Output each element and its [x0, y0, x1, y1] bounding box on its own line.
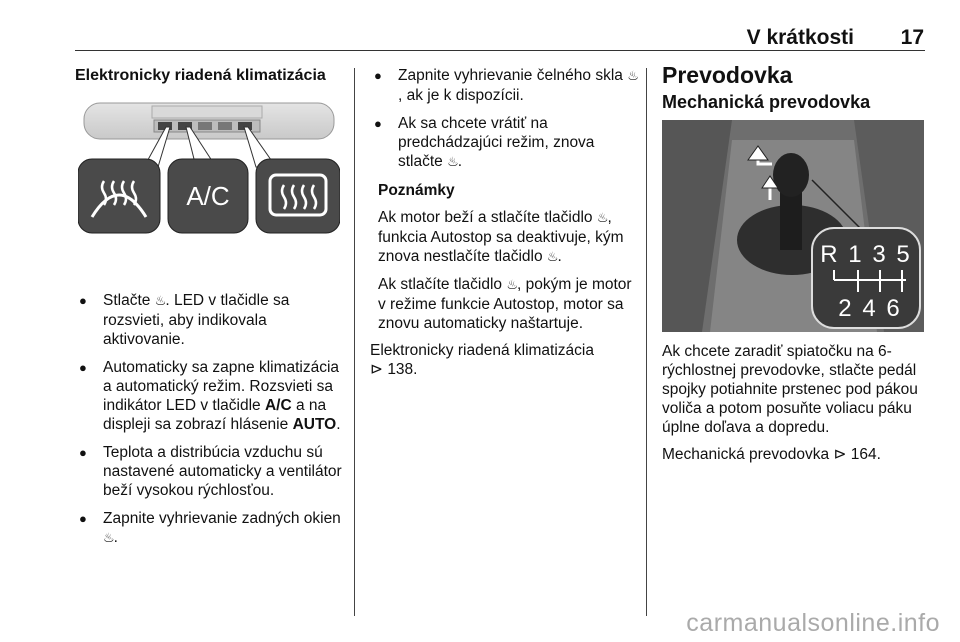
section-subtitle: Mechanická prevodovka [662, 92, 871, 112]
ac-button [168, 159, 248, 233]
page-ref-arrow-icon: ⊳ [370, 361, 383, 378]
list-item: ● Ak sa chcete vrátiť na predchádzajúci režim, znova stlačte ♨. [370, 114, 638, 172]
gear-knob [773, 153, 809, 197]
rear-defrost-icon: ♨ [506, 278, 518, 293]
list-item: ● Zapnite vyhrievanie zadných okien ♨. [75, 509, 343, 548]
rear-defrost-icon: ♨ [546, 250, 558, 265]
instruction-list [370, 66, 638, 172]
windscreen-heating-icon: ♨ [627, 69, 638, 84]
instruction-list [75, 291, 343, 548]
list-item: ● Automaticky sa zapne klimatizácia a automatický režim. Rozsvieti sa indikátor LED v tlačidle A/C a na displeji sa zobrazí hlásenie AUTO. [75, 358, 343, 434]
note-paragraph: Ak motor beží a stlačíte tlačidlo ♨, funkcia Autostop sa deaktivuje, kým znova nestlačíte tlačidlo ♨. [378, 209, 624, 265]
watermark: carmanualsonline.info [686, 609, 940, 637]
gearbox-photo [662, 120, 924, 332]
header-rule [75, 50, 925, 51]
rear-defrost-button [256, 159, 340, 233]
list-item: ● Stlačte ♨. LED v tlačidle sa rozsvieti, aby indikovala aktivovanie. [75, 291, 343, 349]
body-paragraph: Ak chcete zaradiť spiatočku na 6-rýchlostnej prevodovke, stlačte pedál spojky potiahnite prstenec pod pákou voliča a potom posuňte voliacu páku úplne doľava a dopredu. [662, 343, 918, 436]
rear-defrost-icon: ♨ [154, 294, 166, 309]
cross-reference: Elektronicky riadená klimatizácia ⊳ 138. [370, 342, 594, 378]
note-title: Poznámky [378, 182, 455, 199]
header-title: V krátkosti [746, 26, 854, 49]
column-divider-1 [354, 68, 355, 616]
page-number: 17 [900, 26, 924, 49]
list-item: ● Teplota a distribúcia vzduchu sú nastavené automaticky a ventilátor beží vysokou rýchlosťou. [75, 443, 343, 500]
middle-column [370, 66, 638, 387]
rear-defrost-icon: ♨ [447, 155, 458, 170]
climate-control-figure [78, 95, 340, 235]
rear-window-heating-icon: ♨ [103, 531, 114, 546]
windscreen-defrost-button [78, 159, 160, 233]
rear-defrost-icon: ♨ [596, 211, 608, 226]
left-column [75, 66, 343, 557]
panel-display [152, 106, 262, 118]
ac-button-label: A/C [186, 181, 230, 211]
gear-pattern-top: R 1 3 5 [820, 241, 912, 268]
section-heading: Elektronicky riadená klimatizácia [75, 67, 326, 84]
list-item: ● Zapnite vyhrievanie čelného skla ♨, ak je k dispozícii. [370, 66, 638, 105]
section-title: Prevodovka [662, 62, 793, 88]
column-divider-2 [646, 68, 647, 616]
gear-pattern-bottom: 2 4 6 [838, 295, 902, 322]
note-paragraph: Ak stlačíte tlačidlo ♨, pokým je motor v režime funkcie Autostop, motor sa znovu automaticky naštartuje. [378, 276, 632, 332]
gear-pattern-inset [812, 228, 920, 328]
right-column [662, 62, 928, 472]
cross-reference: Mechanická prevodovka ⊳ 164. [662, 446, 881, 463]
page-ref-arrow-icon: ⊳ [833, 446, 847, 463]
note-block [370, 181, 638, 333]
